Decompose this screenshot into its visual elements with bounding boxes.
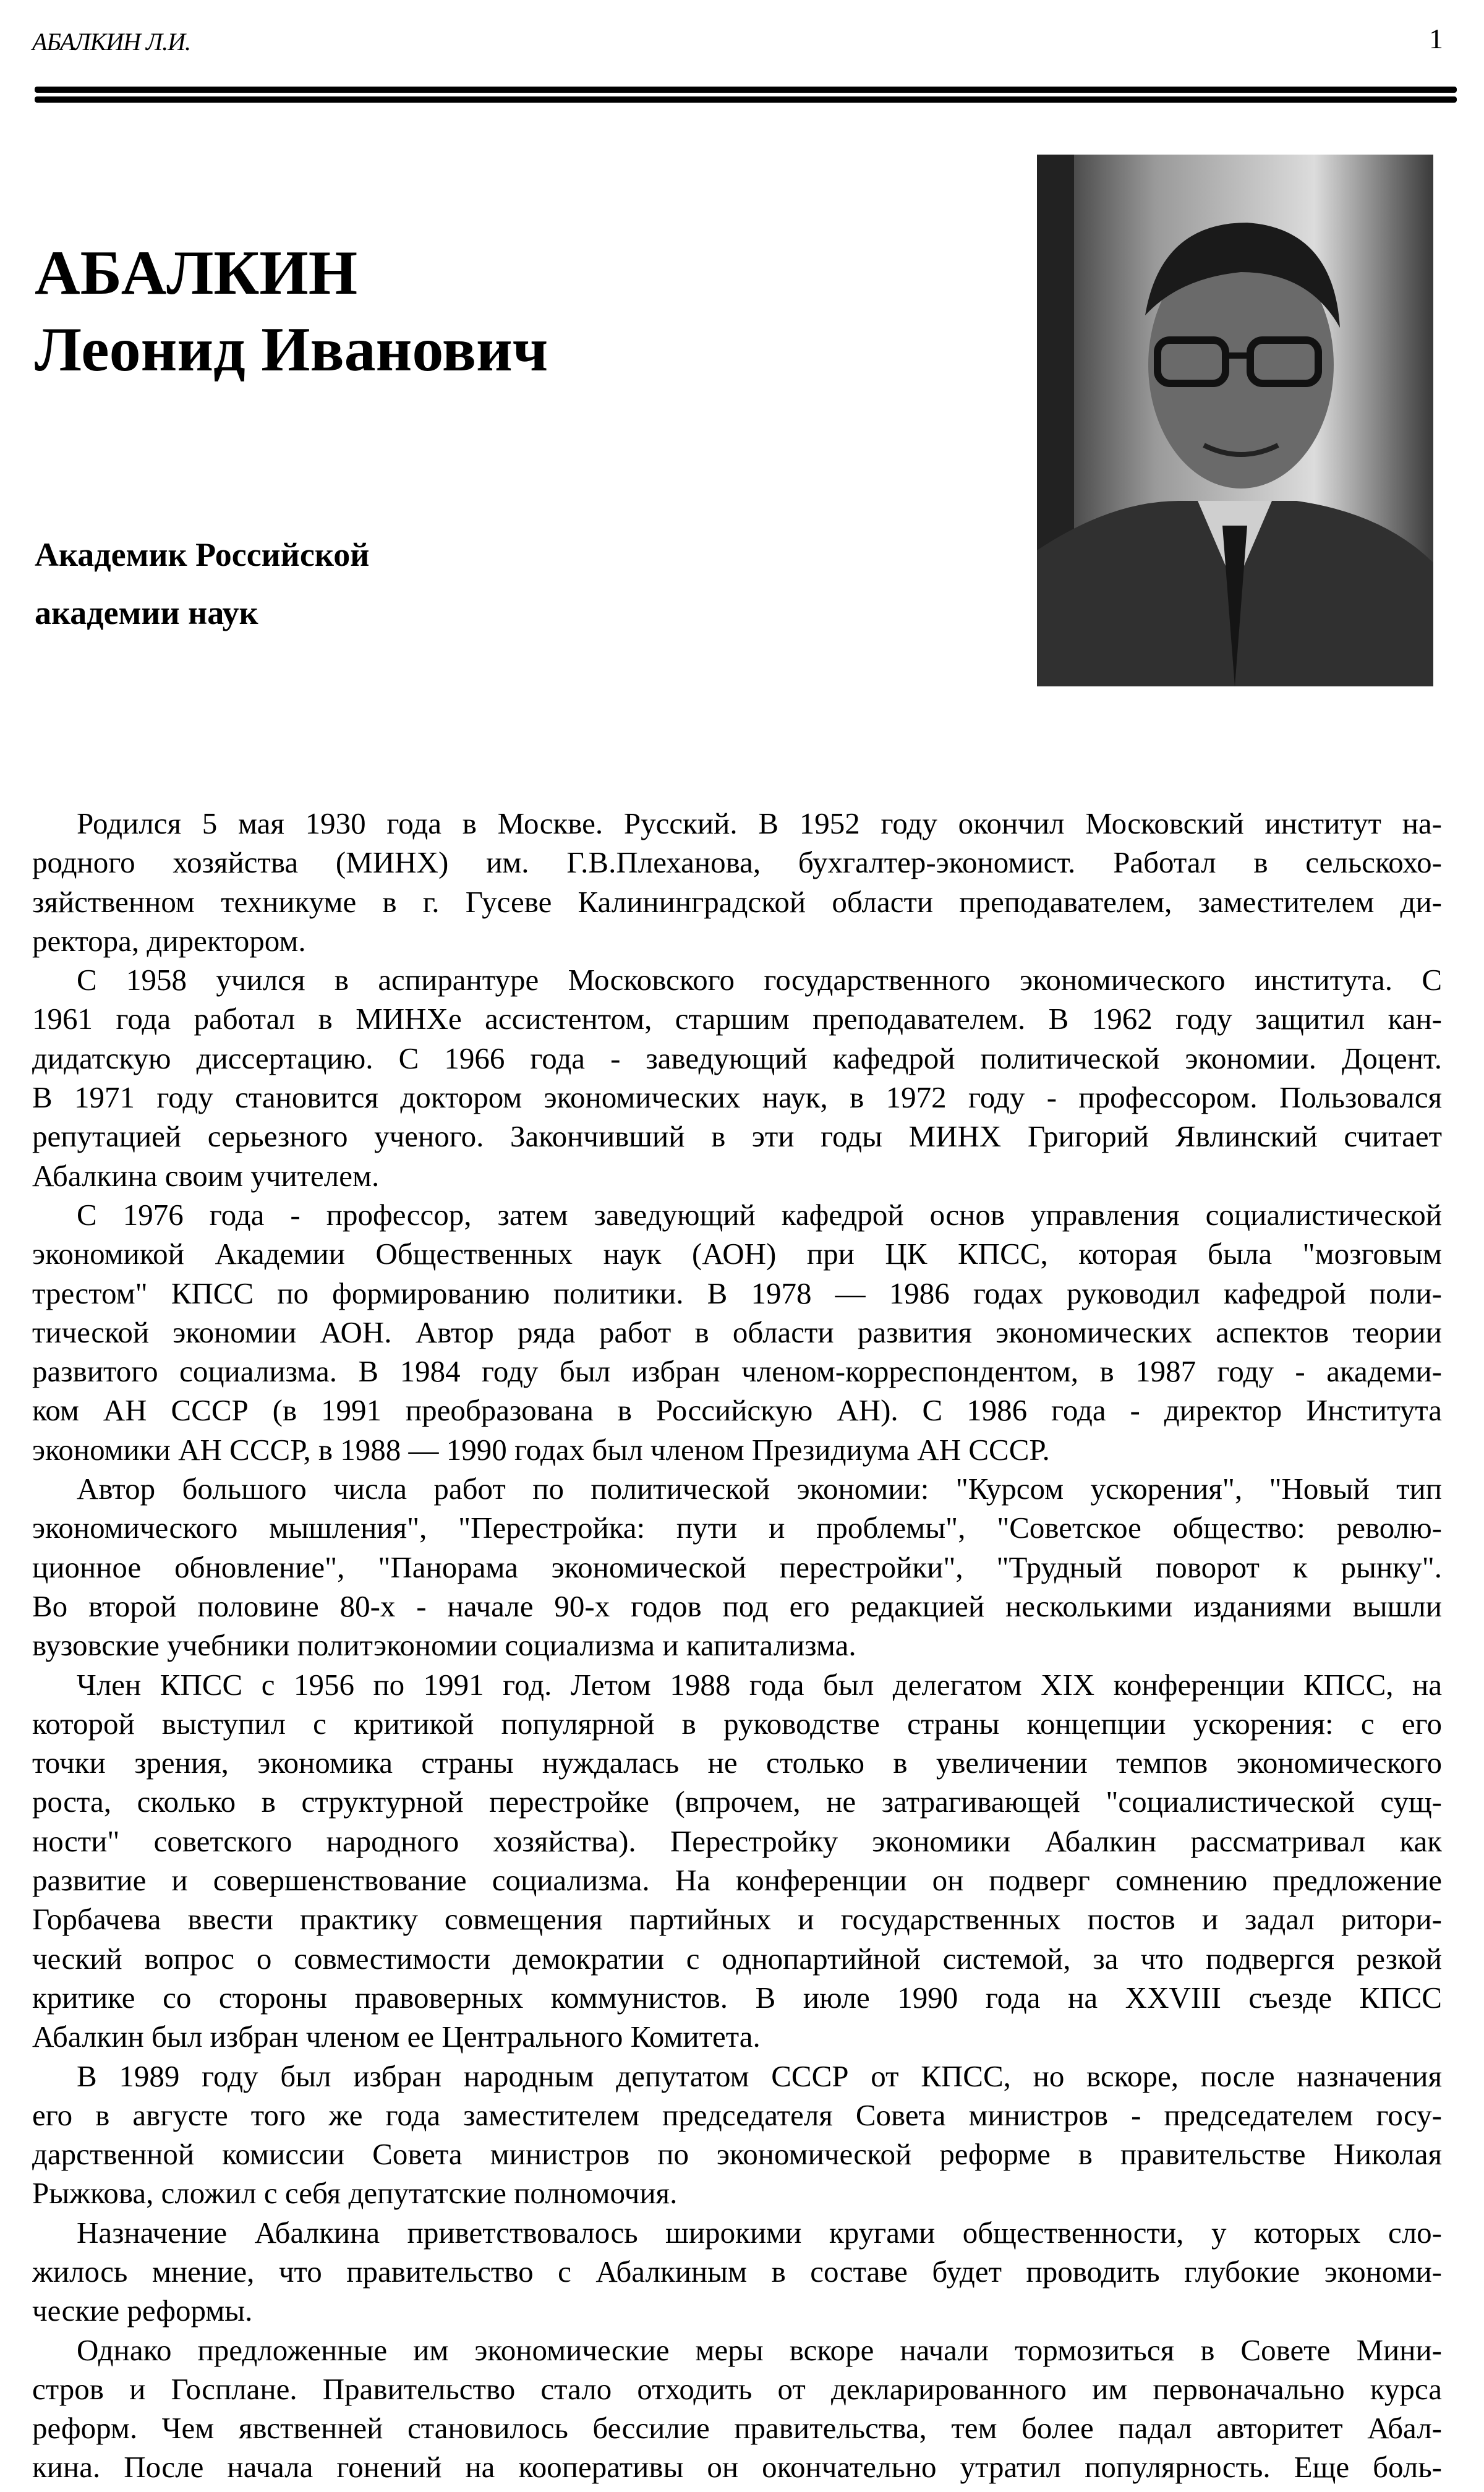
text-line: Автор большого числа работ по политической экономии: "Курсом ускорения", "Новый тип xyxy=(77,1472,1442,1506)
text-line: ческие реформы. xyxy=(32,2294,253,2328)
text-line: дарственной комиссии Совета министров по экономической реформе в правительстве Николая xyxy=(32,2137,1442,2172)
text-line: реформ. Чем явственней становилось бессилие правительства, тем более падал авторитет Абал- xyxy=(32,2411,1442,2446)
text-line: Однако предложенные им экономические меры вскоре начали тормозиться в Совете Мини- xyxy=(77,2332,1442,2367)
text-line: С 1958 учился в аспирантуре Московского государственного экономического института. С xyxy=(77,963,1442,997)
text-line: ческий вопрос о совместимости демократии с однопартийной системой, за что подвергся резкой xyxy=(32,1941,1442,1976)
subtitle xyxy=(35,526,369,642)
text-line: экономики АН СССР, в 1988 — 1990 годах был членом Президиума АН СССР. xyxy=(32,1432,1050,1467)
text-line: жилось мнение, что правительство с Абалкиным в составе будет проводить глубокие экономи- xyxy=(32,2254,1442,2289)
text-line: экономического мышления", "Перестройка: пути и проблемы", "Советское общество: револю- xyxy=(32,1511,1442,1545)
text-line: кина. После начала гонений на кооперативы он окончательно утратил популярность. Еще боль- xyxy=(32,2450,1442,2485)
text-line: 1961 года работал в МИНХе ассистентом, старшим преподавателем. В 1962 году защитил кан- xyxy=(32,1002,1442,1036)
paragraph xyxy=(32,2213,1442,2331)
text-line: В 1989 году был избран народным депутатом СССР от КПСС, но вскоре, после назначения xyxy=(77,2059,1442,2093)
text-line: критике со стороны правоверных коммунистов. В июле 1990 года на XXVIII съезде КПСС xyxy=(32,1980,1442,2015)
text-line: Назначение Абалкина приветствовалось широкими кругами общественности, у которых сло- xyxy=(77,2215,1442,2250)
text-line: С 1976 года - профессор, затем заведующий кафедрой основ управления социалистической xyxy=(77,1197,1442,1232)
text-line: точки зрения, экономика страны нуждалась не столько в увеличении темпов экономического xyxy=(32,1746,1442,1780)
article-body xyxy=(32,804,1442,2487)
header-rule-bottom xyxy=(35,96,1457,103)
paragraph xyxy=(32,2331,1442,2487)
page-title xyxy=(35,235,548,388)
text-line: ности" советского народного хозяйства). Перестройку экономики Абалкин рассматривал как xyxy=(32,1824,1442,1858)
running-head: АБАЛКИН Л.И. xyxy=(32,28,190,56)
text-line: развитие и совершенствование социализма. На конференции он подверг сомнению предложение xyxy=(32,1863,1442,1898)
text-line: зяйственном техникуме в г. Гусеве Калининградской области преподавателем, заместителем ди- xyxy=(32,884,1442,919)
paragraph xyxy=(32,1469,1442,1665)
paragraph xyxy=(32,1195,1442,1469)
text-line: ком АН СССР (в 1991 преобразована в Российскую АН). С 1986 года - директор Института xyxy=(32,1393,1442,1428)
title-given-names: Леонид Иванович xyxy=(35,315,548,385)
text-line: дидатскую диссертацию. С 1966 года - заведующий кафедрой политической экономии. Доцент. xyxy=(32,1041,1442,1075)
text-line: его в августе того же года заместителем председателя Совета министров - председателем госу- xyxy=(32,2097,1442,2132)
page-number: 1 xyxy=(1429,23,1443,54)
text-line: развитого социализма. В 1984 году был избран членом-корреспондентом, в 1987 году - академи- xyxy=(32,1354,1442,1389)
text-line: Во второй половине 80-х - начале 90-х годов под его редакцией несколькими изданиями вышли xyxy=(32,1589,1442,1623)
text-line: Рыжкова, сложил с себя депутатские полномочия. xyxy=(32,2176,678,2211)
text-line: трестом" КПСС по формированию политики. В 1978 — 1986 годах руководил кафедрой поли- xyxy=(32,1276,1442,1310)
text-line: которой выступил с критикой популярной в руководстве страны концепции ускорения: с его xyxy=(32,1706,1442,1741)
text-line: Абалкин был избран членом ее Центрального Комитета. xyxy=(32,2020,761,2054)
text-line: Член КПСС с 1956 по 1991 год. Летом 1988 года был делегатом XIX конференции КПСС, на xyxy=(77,1667,1442,1702)
text-line: В 1971 году становится доктором экономических наук, в 1972 году - профессором. Пользовался xyxy=(32,1080,1442,1115)
text-line: экономикой Академии Общественных наук (АОН) при ЦК КПСС, которая была "мозговым xyxy=(32,1237,1442,1271)
text-line: Абалкина своим учителем. xyxy=(32,1158,380,1193)
text-line: вузовские учебники политэкономии социализма и капитализма. xyxy=(32,1628,856,1663)
paragraph xyxy=(32,804,1442,960)
text-line: родного хозяйства (МИНХ) им. Г.В.Плеханова, бухгалтер-экономист. Работал в сельскохо- xyxy=(32,845,1442,880)
paragraph xyxy=(32,1665,1442,2057)
text-line: репутацией серьезного ученого. Закончивший в эти годы МИНХ Григорий Явлинский считает xyxy=(32,1119,1442,1154)
text-line: тической экономии АОН. Автор ряда работ в области развития экономических аспектов теории xyxy=(32,1315,1442,1349)
title-surname: АБАЛКИН xyxy=(35,238,358,308)
text-line: ректора, директором. xyxy=(32,923,306,958)
paragraph xyxy=(32,960,1442,1195)
portrait-photo xyxy=(1037,155,1433,686)
subtitle-line-2: академии наук xyxy=(35,594,258,631)
text-line: Горбачева ввести практику совмещения партийных и государственных постов и задал ритори- xyxy=(32,1902,1442,1937)
header-rule-top xyxy=(35,87,1457,93)
text-line: Родился 5 мая 1930 года в Москве. Русский. В 1952 году окончил Московский институт на- xyxy=(77,806,1442,840)
paragraph xyxy=(32,2057,1442,2213)
text-line: ционное обновление", "Панорама экономической перестройки", "Трудный поворот к рынку". xyxy=(32,1550,1442,1584)
text-line: стров и Госплане. Правительство стало отходить от декларированного им первоначально курса xyxy=(32,2371,1442,2406)
portrait-photo-icon xyxy=(1037,155,1433,686)
text-line: роста, сколько в структурной перестройке (впрочем, не затрагивающей "социалистической сущ- xyxy=(32,1785,1442,1819)
subtitle-line-1: Академик Российской xyxy=(35,536,370,573)
